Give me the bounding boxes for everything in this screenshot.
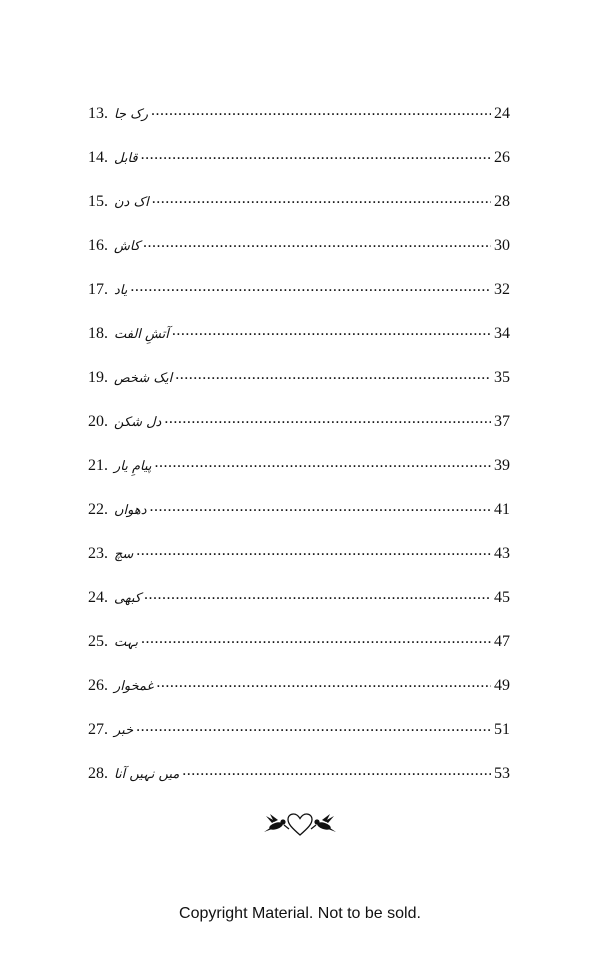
toc-entry-number: 17. <box>88 281 108 298</box>
dot-leader <box>156 674 491 692</box>
toc-entry-page: 47 <box>494 633 510 650</box>
toc-entry-title: دھواں <box>114 502 147 518</box>
dot-leader <box>172 322 491 340</box>
dot-leader <box>143 234 491 252</box>
toc-entry-page: 32 <box>494 281 510 298</box>
toc-entry-title: سچ <box>114 546 134 562</box>
toc-entry-16 <box>88 224 510 268</box>
toc-entry-23 <box>88 532 510 576</box>
dot-leader <box>175 366 491 384</box>
toc-entry-24 <box>88 576 510 620</box>
toc-entry-page: 41 <box>494 501 510 518</box>
toc-entry-number: 20. <box>88 413 108 430</box>
toc-entry-number: 19. <box>88 369 108 386</box>
cupids-heart-ornament-icon <box>262 810 338 838</box>
toc-entry-title: دل شکن <box>114 414 162 430</box>
toc-entry-title: یاد <box>114 282 128 298</box>
toc-entry-page: 49 <box>494 677 510 694</box>
toc-entry-number: 18. <box>88 325 108 342</box>
toc-entry-number: 27. <box>88 721 108 738</box>
toc-entry-title: رک جا <box>114 106 149 122</box>
toc-entry-title: اک دن <box>114 194 149 210</box>
toc-entry-27 <box>88 708 510 752</box>
toc-entry-title: قابل <box>114 150 138 166</box>
dot-leader <box>136 542 491 560</box>
toc-entry-page: 43 <box>494 545 510 562</box>
toc-entry-page: 39 <box>494 457 510 474</box>
toc-entry-19 <box>88 356 510 400</box>
toc-entry-title: میں نہیں آنا <box>114 766 180 782</box>
dot-leader <box>136 718 491 736</box>
toc-entry-page: 53 <box>494 765 510 782</box>
toc-entry-number: 28. <box>88 765 108 782</box>
toc-entry-18 <box>88 312 510 356</box>
toc-entry-page: 28 <box>494 193 510 210</box>
dot-leader <box>152 190 491 208</box>
toc-entry-page: 37 <box>494 413 510 430</box>
dot-leader <box>150 498 491 516</box>
dot-leader <box>141 630 491 648</box>
toc-entry-number: 21. <box>88 457 108 474</box>
toc-entry-13 <box>88 92 510 136</box>
toc-entry-page: 24 <box>494 105 510 122</box>
toc-entry-title: ایک شخص <box>114 370 173 386</box>
toc-entry-number: 15. <box>88 193 108 210</box>
toc-entry-page: 34 <box>494 325 510 342</box>
toc-entry-title: پیامِ یار <box>114 458 152 474</box>
toc-entry-title: غمخوار <box>114 678 154 694</box>
toc-entry-page: 26 <box>494 149 510 166</box>
toc-entry-number: 26. <box>88 677 108 694</box>
toc-entry-title: کبھی <box>114 590 141 606</box>
toc-entry-26 <box>88 664 510 708</box>
dot-leader <box>151 102 491 120</box>
toc-entry-14 <box>88 136 510 180</box>
toc-entry-21 <box>88 444 510 488</box>
dot-leader <box>144 586 491 604</box>
copyright-notice: Copyright Material. Not to be sold. <box>179 905 421 922</box>
toc-entry-28 <box>88 752 510 796</box>
dot-leader <box>130 278 491 296</box>
toc-entry-page: 51 <box>494 721 510 738</box>
toc-entry-number: 13. <box>88 105 108 122</box>
toc-entry-20 <box>88 400 510 444</box>
toc-entry-15 <box>88 180 510 224</box>
toc-entry-title: آتشِ الفت <box>114 326 169 342</box>
dot-leader <box>141 146 491 164</box>
toc-entry-17 <box>88 268 510 312</box>
toc-entry-page: 30 <box>494 237 510 254</box>
toc-entry-number: 16. <box>88 237 108 254</box>
toc-entry-page: 35 <box>494 369 510 386</box>
toc-entry-title: کاش <box>114 238 141 254</box>
toc-entry-number: 25. <box>88 633 108 650</box>
toc-entry-page: 45 <box>494 589 510 606</box>
toc-entry-number: 22. <box>88 501 108 518</box>
table-of-contents <box>88 92 510 796</box>
toc-entry-25 <box>88 620 510 664</box>
toc-entry-number: 23. <box>88 545 108 562</box>
dot-leader <box>155 454 491 472</box>
dot-leader <box>182 762 491 780</box>
toc-entry-title: خبر <box>114 722 134 738</box>
toc-entry-number: 14. <box>88 149 108 166</box>
toc-entry-number: 24. <box>88 589 108 606</box>
toc-entry-title: بہت <box>114 634 139 650</box>
dot-leader <box>164 410 491 428</box>
toc-entry-22 <box>88 488 510 532</box>
